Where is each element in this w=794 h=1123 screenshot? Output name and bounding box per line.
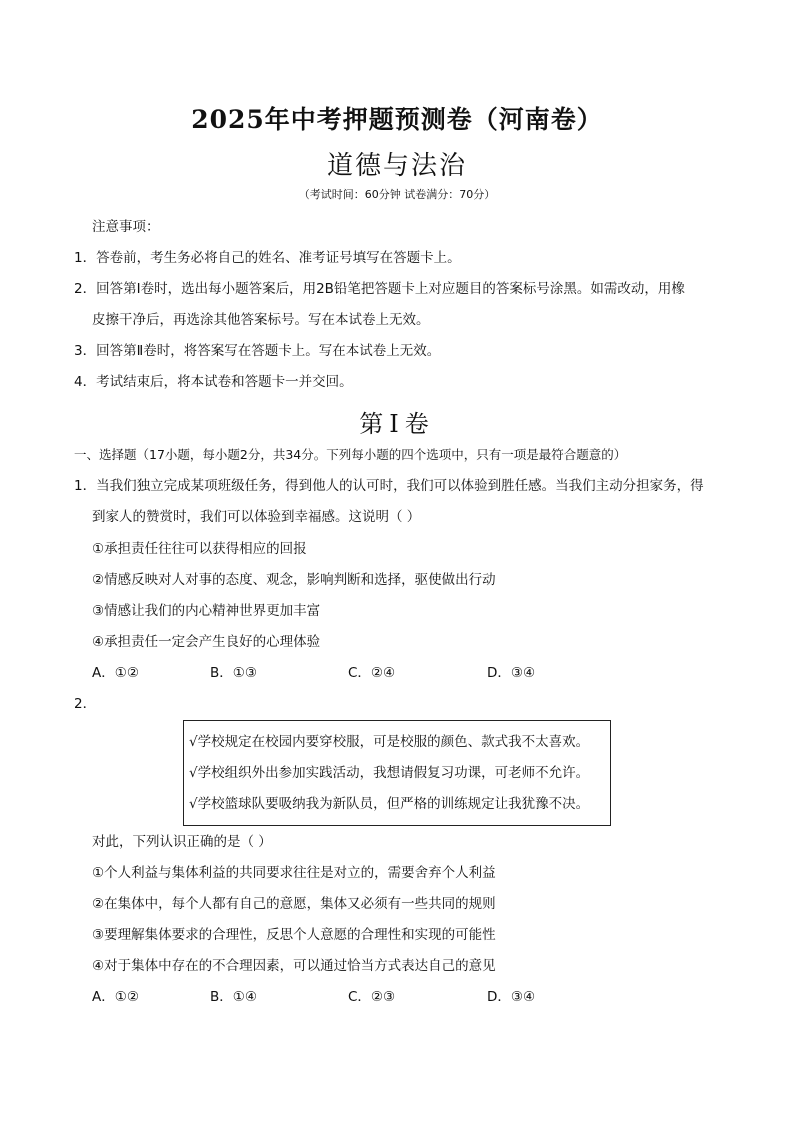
subject-title: 道德与法治 — [326, 151, 467, 181]
question-1-option-d: D．③④ — [487, 665, 536, 681]
exam-title: 2025年中考押题预测卷（河南卷） — [191, 105, 603, 134]
question-1-option-b: B．①③ — [210, 665, 257, 681]
scenario-line: √学校规定在校园内要穿校服，可是校服的颜色、款式我不太喜欢。 — [189, 734, 590, 750]
question-1-statement: ②情感反映对人对事的态度、观念，影响判断和选择，驱使做出行动 — [92, 572, 496, 588]
note-item: 3．回答第Ⅱ卷时，将答案写在答题卡上。写在本试卷上无效。 — [74, 343, 441, 359]
question-2-statement: ②在集体中，每个人都有自己的意愿，集体又必须有一些共同的规则 — [92, 896, 496, 912]
note-item: 皮擦干净后，再选涂其他答案标号。写在本试卷上无效。 — [92, 312, 430, 328]
question-2-option-b: B．①④ — [210, 989, 257, 1005]
question-1-statement: ③情感让我们的内心精神世界更加丰富 — [92, 603, 321, 619]
question-1-statement: ④承担责任一定会产生良好的心理体验 — [92, 634, 321, 650]
question-1-option-a: A．①② — [92, 665, 139, 681]
question-2-option-a: A．①② — [92, 989, 139, 1005]
question-2-statement: ③要理解集体要求的合理性，反思个人意愿的合理性和实现的可能性 — [92, 927, 496, 943]
question-2-option-d: D．③④ — [487, 989, 536, 1005]
note-item: 2．回答第Ⅰ卷时，选出每小题答案后，用2B铅笔把答题卡上对应题目的答案标号涂黑。如需改动，用橡 — [74, 281, 685, 297]
question-2-stem: 对此，下列认识正确的是（ ） — [92, 834, 272, 850]
exam-info: （考试时间：60分钟 试卷满分：70分） — [298, 188, 496, 201]
section-instruction: 一、选择题（17小题，每小题2分，共34分。下列每小题的四个选项中，只有一项是最符合题意的） — [74, 447, 627, 462]
section-title: 第Ⅰ卷 — [359, 410, 435, 438]
question-1-stem: 1．当我们独立完成某项班级任务，得到他人的认可时，我们可以体验到胜任感。当我们主动分担家务，得 — [74, 478, 704, 494]
question-1-option-c: C．②④ — [348, 665, 396, 681]
question-1-stem: 到家人的赞赏时，我们可以体验到幸福感。这说明（ ） — [92, 509, 421, 525]
note-item: 1．答卷前，考生务必将自己的姓名、准考证号填写在答题卡上。 — [74, 250, 461, 266]
question-2-statement: ④对于集体中存在的不合理因素，可以通过恰当方式表达自己的意见 — [92, 958, 496, 974]
question-1-statement: ①承担责任往往可以获得相应的回报 — [92, 541, 307, 557]
question-2-statement: ①个人利益与集体利益的共同要求往往是对立的，需要舍弃个人利益 — [92, 865, 496, 881]
notes-heading: 注意事项： — [92, 219, 160, 235]
note-item: 4．考试结束后，将本试卷和答题卡一并交回。 — [74, 374, 353, 390]
scenario-line: √学校组织外出参加实践活动，我想请假复习功课，可老师不允许。 — [189, 765, 590, 781]
question-2-option-c: C．②③ — [348, 989, 396, 1005]
scenario-line: √学校篮球队要吸纳我为新队员，但严格的训练规定让我犹豫不决。 — [189, 796, 590, 812]
question-2-number: 2． — [74, 696, 97, 712]
